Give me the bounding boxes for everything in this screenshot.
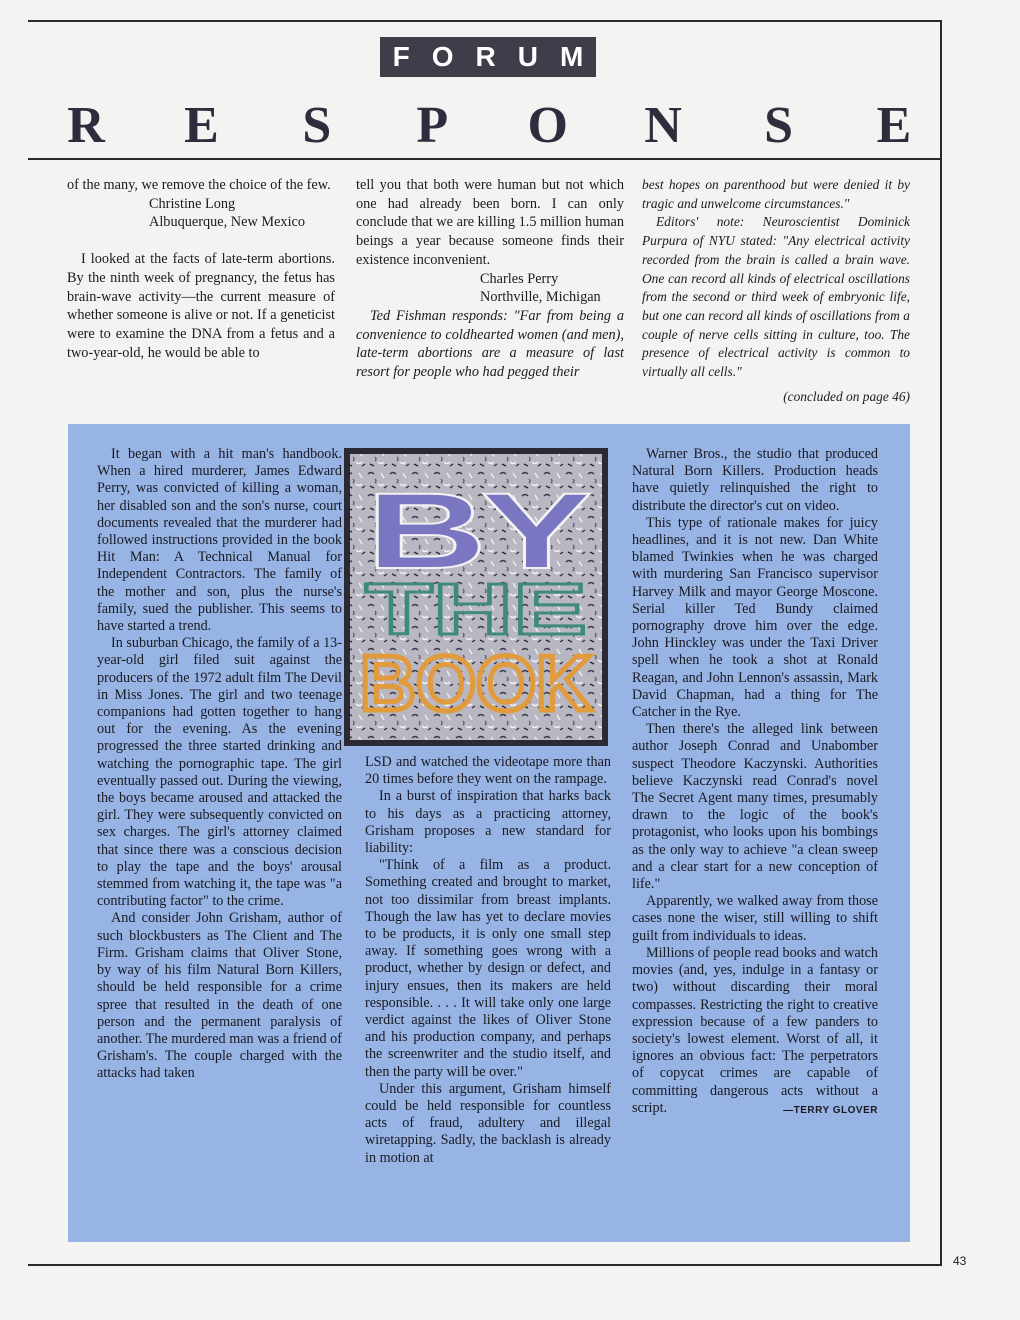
signature-place: Albuquerque, New Mexico — [149, 214, 306, 231]
signature-place: Northville, Michigan — [480, 289, 601, 306]
letter-text: of the many, we remove the choice of the few. — [67, 177, 331, 193]
feature-paragraph: And consider John Grisham, author of such blockbusters as The Client and The Firm. Grisham claims that Oliver Stone, by way of his film Natural Born Killers, should be held responsible for a crime spree that resulted in the death of one person and the permanent paralysis of another. The murdered man was a friend of Grisham's. The couple charged with the attacks had taken — [97, 910, 342, 1082]
letters-column-1 — [67, 176, 335, 362]
author-byline: —TERRY GLOVER — [783, 1104, 878, 1116]
feature-paragraph: "Think of a film as a product. Something created and brought to market, not too dissimilar from breast implants. Though the law has yet to declare movies to be products, it is only one small step away. If something goes wrong with a product, whether by design or defect, and injury ensues, then its makers are held responsible. . . . It will take only one large verdict against the likes of Oliver Stone and his production company, and perhaps the screenwriter and the studio itself, and then the party will be over." — [365, 857, 611, 1080]
feature-column-1 — [97, 446, 342, 1083]
feature-paragraph: Apparently, we walked away from those cases none the wiser, still willing to shift guilt from individuals to ideas. — [632, 893, 878, 944]
title-letter: E — [184, 96, 219, 154]
art-word-the: THE — [365, 570, 587, 650]
feature-column-3 — [632, 446, 878, 1119]
continued-notice: (concluded on page 46) — [783, 388, 910, 404]
feature-paragraph-text: Millions of people read books and watch movies (and, yes, indulge in a fantasy or two) without discarding their moral compasses. Restricting the right to creative expression because of a few panders to society's lowest element. Worst of all, it ignores an obvious fact: The perpetrators of copycat crimes are capable of committing dangerous acts without a script. — [632, 944, 878, 1116]
title-letter: S — [764, 96, 793, 154]
title-letter: R — [67, 96, 105, 154]
feature-paragraph: It began with a hit man's handbook. When a hired murderer, James Edward Perry, was convicted of killing a woman, her disabled son and the son's nurse, court documents revealed that the murderer had followed instructions provided in the book Hit Man: A Technical Manual for Independent Contractors. The family of the mother and son, plus the nurse's family, sued the publisher. This seems to have started a trend. — [97, 446, 342, 635]
title-letter: O — [527, 96, 568, 154]
feature-paragraph: LSD and watched the videotape more than 20 times before they went on the rampage. — [365, 754, 611, 788]
art-word-by: BY — [366, 470, 591, 591]
author-response: Ted Fishman responds: "Far from being a convenience to coldhearted women (and men), late-term abortions are a measure of last resort for people who had pegged their — [356, 307, 624, 381]
letters-column-3 — [642, 176, 910, 406]
by-the-book-illustration — [344, 448, 608, 746]
feature-paragraph: Then there's the alleged link between author Joseph Conrad and Unabomber suspect Theodore Kaczynski. Authorities believe Kaczynski read Conrad's novel The Secret Agent many times, presumably drawn to the logic of the book's protagonist, who looks upon his bombings as the only way to achieve "a clean sweep and a clear start for a new conception of life." — [632, 721, 878, 893]
title-letter: N — [644, 96, 682, 154]
feature-paragraph: In suburban Chicago, the family of a 13-year-old girl filed suit against the producers of the 1972 adult film The Devil in Miss Jones. The girl and two teenage companions had gotten together to hang out for the evening. As the evening progressed the three started drinking and watching the pornographic tape. The girl eventually passed out. During the viewing, the boys became aroused and attacked the girl. They were subsequently convicted on sex charges. The girl's attorney claimed that since there was a conscious decision to play the tape and the boys' arousal stemmed from watching it, the tape was "a contributing factor" to the crime. — [97, 635, 342, 910]
title-letter: P — [416, 96, 449, 154]
letter-text: tell you that both were human but not which one had already been born. I can only conclude that we are killing 1.5 million human beings a year because someone finds their existence inconvenient. — [356, 177, 624, 268]
signature-name: Christine Long — [149, 195, 236, 212]
feature-paragraph: Warner Bros., the studio that produced Natural Born Killers. Production heads have quietly relinquished the right to distribute the director's cut on video. — [632, 446, 878, 514]
forum-section-label: FORUM — [380, 37, 596, 77]
response-title — [60, 90, 920, 160]
feature-paragraph: In a burst of inspiration that harks back to his days as a practicing attorney, Grisham proposes a new standard for liability: — [365, 788, 611, 857]
feature-paragraph: Under this argument, Grisham himself could be held responsible for countless acts of fraud, adultery and illegal wiretapping. Sadly, the backlash is already in motion at — [365, 1080, 611, 1166]
art-word-book: BOOK — [360, 639, 592, 727]
title-letter: E — [876, 96, 912, 154]
author-response-continued: best hopes on parenthood but were denied it by tragic and unwelcome circumstances." — [642, 177, 910, 211]
feature-paragraph — [632, 945, 878, 1117]
letters-column-2 — [356, 176, 624, 382]
title-letter: S — [302, 96, 332, 154]
feature-paragraph: This type of rationale makes for juicy headlines, and it is not new. Dan White blamed Twinkies when he was charged with murdering San Francisco supervisor Harvey Milk and mayor George Moscone. Serial killer Ted Bundy claimed pornography drove him over the edge. John Hinckley was under the Taxi Driver spell when he took a shot at Ronald Reagan, and John Lennon's assassin, Mark David Chapman, had a thing for The Catcher in the Rye. — [632, 514, 878, 721]
page-number: 43 — [953, 1254, 967, 1268]
header-rule — [28, 158, 940, 160]
signature-name: Charles Perry — [480, 270, 559, 287]
letter-text: I looked at the facts of late-term abortions. By the ninth week of pregnancy, the fetus has brain-wave activity—the current measure of whether someone is alive or not. If a geneticist were to examine the DNA from a fetus and a two-year-old, he would be able to — [67, 251, 335, 361]
feature-column-2 — [365, 754, 611, 1167]
editors-note: Editors' note: Neuroscientist Dominick Purpura of NYU stated: "Any electrical activity recorded from the brain is called a brain wave. One can record all kinds of electrical oscillations from the second or third week of embryonic life, but one can record all kinds of oscillations from a couple of nerve cells sitting in culture, too. The presence of electrical activity is common to virtually all cells." — [642, 214, 910, 380]
